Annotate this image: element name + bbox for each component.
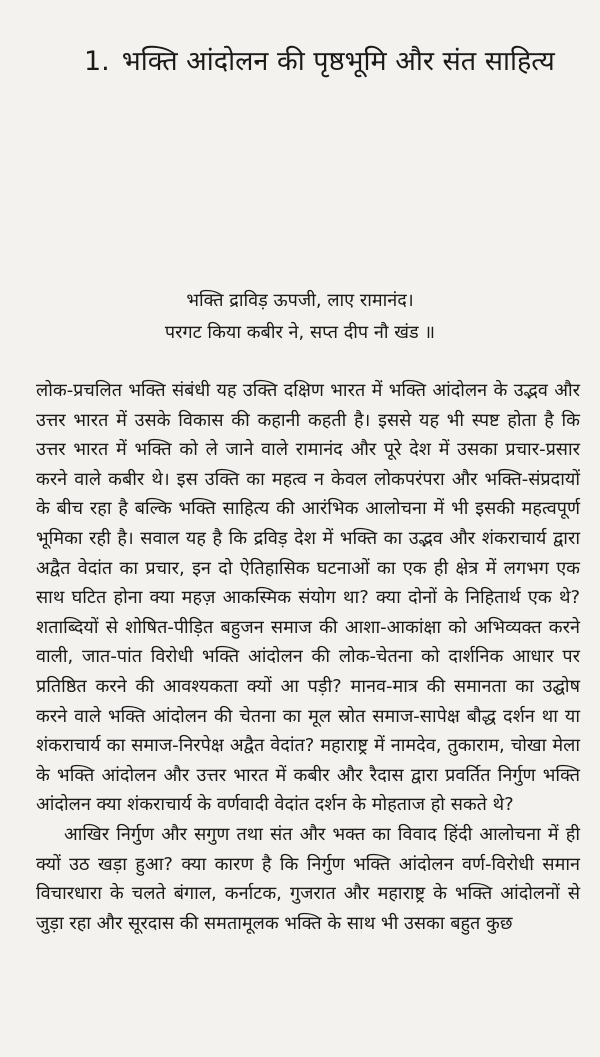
couplet-line-2: परगट किया कबीर ने, सप्त दीप नौ खंड ॥ — [164, 322, 436, 343]
couplet-line-1: भक्ति द्राविड़ ऊपजी, लाए रामानंद। — [186, 290, 414, 311]
paragraph-1: लोक-प्रचलित भक्ति संबंधी यह उक्ति दक्षिण भारत में भक्ति आंदोलन के उद्भव और उत्तर भारत में उसके विकास की कहानी कहती है। इससे यह भी स्पष्ट होता है कि उत्तर भारत में भक्ति को ले जाने वाले रामानंद और पूरे देश में उसका प्रचार-प्रसार करने वाले कबीर थे। इस उक्ति का महत्व न केवल लोकपरंपरा और भक्ति-संप्रदायों के बीच रहा है बल्कि भक्ति साहित्य की आरंभिक आलोचना में भी इसकी महत्वपूर्ण भूमिका रही है। सवाल यह है कि द्रविड़ देश में भक्ति का उद्भव और शंकराचार्य द्वारा अद्वैत वेदांत का प्रचार, इन दो ऐतिहासिक घटनाओं का एक ही क्षेत्र में लगभग एक साथ घटित होना क्या महज़ आकस्मिक संयोग था? क्या दोनों के निहितार्थ एक थे? शताब्दियों से शोषित-पीड़ित बहुजन समाज की आशा-आकांक्षा को अभिव्यक्त करने वाली, जात-पांत विरोधी भक्ति आंदोलन की लोक-चेतना को दार्शनिक आधार पर प्रतिष्ठित करने की आवश्यकता क्यों आ पड़ी? मानव-मात्र की समानता का उद्घोष करने वाले भक्ति आंदोलन की चेतना का मूल स्रोत समाज-सापेक्ष बौद्ध दर्शन था या शंकराचार्य का समाज-निरपेक्ष अद्वैत वेदांत? महाराष्ट्र में नामदेव, तुकाराम, चोखा मेला के भक्ति आंदोलन और उत्तर भारत में कबीर और रैदास द्वारा प्रवर्तित निर्गुण भक्ति आंदोलन क्या शंकराचार्य के वर्णवादी वेदांत दर्शन के मोहताज हो सकते थे? — [36, 380, 580, 816]
body-text — [36, 376, 580, 938]
epigraph-couplet — [0, 285, 600, 349]
chapter-title — [84, 42, 584, 82]
chapter-title-text: भक्ति आंदोलन की पृष्ठभूमि और संत साहित्य — [121, 46, 555, 77]
paragraph-2: आखिर निर्गुण और सगुण तथा संत और भक्त का विवाद हिंदी आलोचना में ही क्यों उठ खड़ा हुआ? क्या कारण है कि निर्गुण भक्ति आंदोलन वर्ण-विरोधी समान विचारधारा के चलते बंगाल, कर्नाटक, गुजरात और महाराष्ट्र के भक्ति आंदोलनों से जुड़ा रहा और सूरदास की समतामूलक भक्ति के साथ भी उसका बहुत कुछ — [36, 823, 580, 934]
chapter-number: 1. — [84, 46, 110, 77]
